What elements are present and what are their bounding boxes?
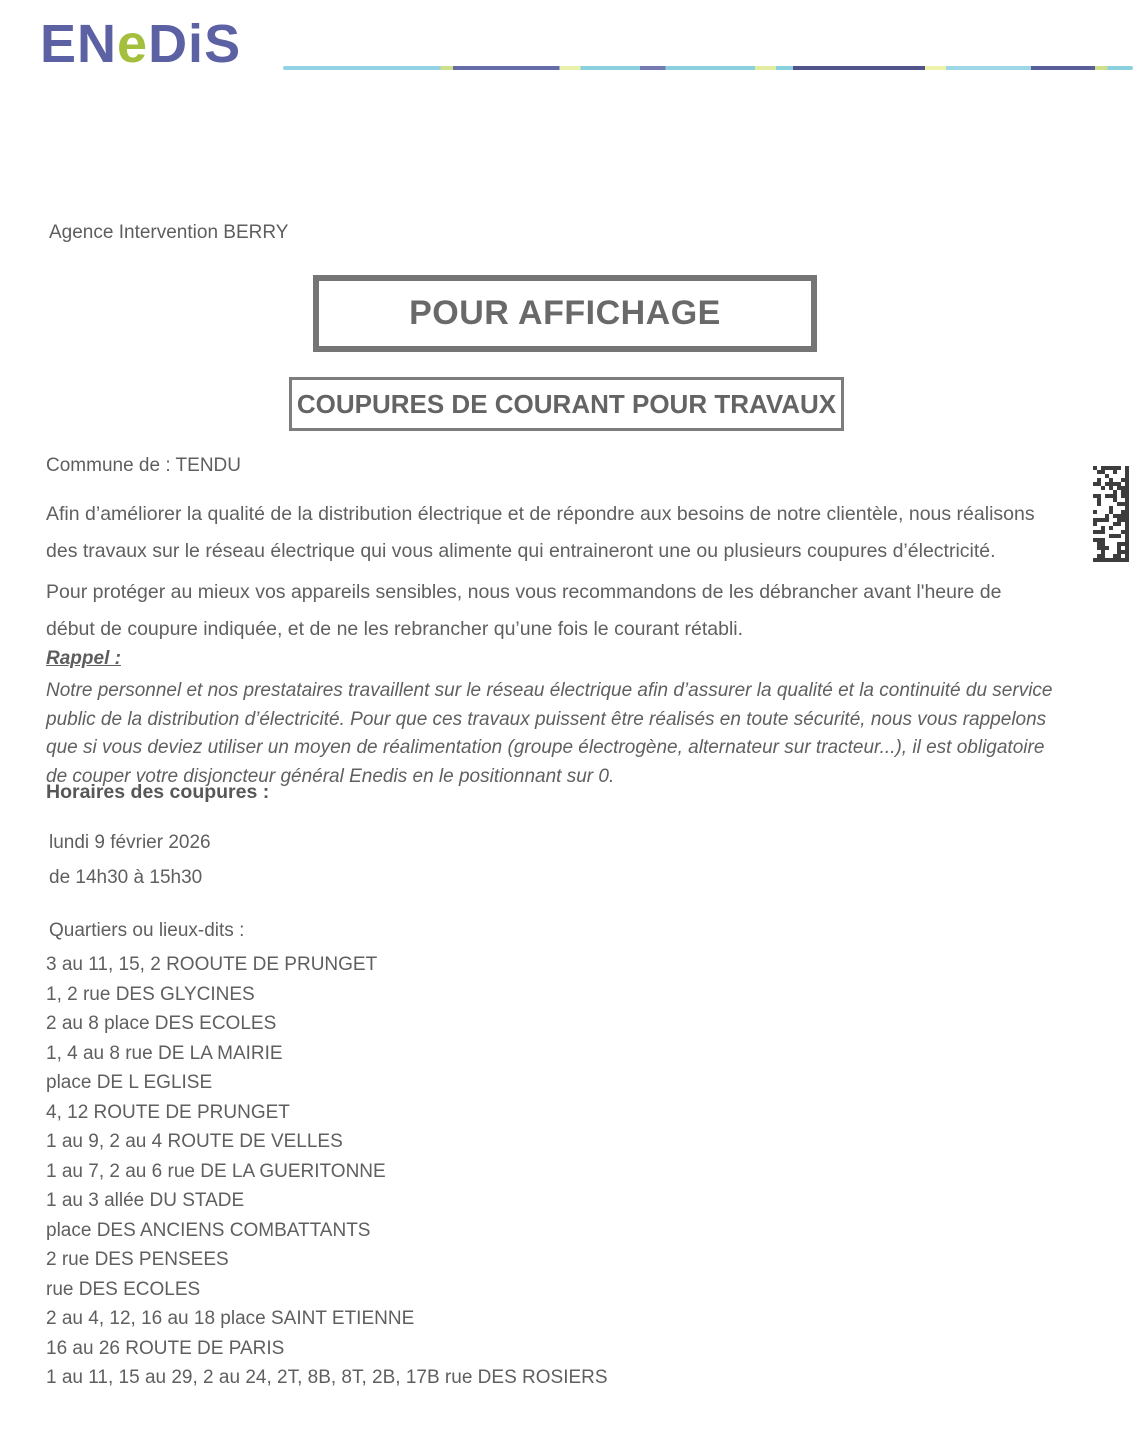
outage-date: lundi 9 février 2026 — [49, 832, 211, 853]
street-item: place DE L EGLISE — [46, 1072, 213, 1093]
street-item: 1 au 9, 2 au 4 ROUTE DE VELLES — [46, 1131, 343, 1152]
commune-line: Commune de : TENDU — [46, 455, 241, 476]
advice-paragraph: Pour protéger au mieux vos appareils sensibles, nous vous recommandons de les débrancher avant l'heure de début de coupure indiquée, et de ne les rebrancher qu’une fois le courant rétabli. — [46, 581, 1002, 640]
street-item: 1 au 11, 15 au 29, 2 au 24, 2T, 8B, 8T, 2B, 17B rue DES ROSIERS — [46, 1367, 608, 1388]
rappel-label: Rappel : — [46, 648, 121, 669]
logo-text-left: EN — [40, 14, 118, 74]
decorative-multicolor-line — [283, 66, 1133, 70]
street-item: 1 au 7, 2 au 6 rue DE LA GUERITONNE — [46, 1160, 386, 1182]
agency-name: Agence Intervention BERRY — [49, 222, 289, 243]
street-item: 1 au 3 allée DU STADE — [46, 1190, 245, 1211]
street-item: place DES ANCIENS COMBATTANTS — [46, 1219, 371, 1241]
street-item: 4, 12 ROUTE DE PRUNGET — [46, 1101, 290, 1123]
logo-accent-letter: e — [117, 14, 149, 74]
street-item: 1, 2 rue DES GLYCINES — [46, 983, 255, 1005]
street-item: 2 rue DES PENSEES — [46, 1249, 229, 1270]
outage-time: de 14h30 à 15h30 — [49, 867, 203, 888]
quartiers-label: Quartiers ou lieux-dits : — [49, 920, 245, 941]
street-item: rue DES ECOLES — [46, 1278, 201, 1300]
streets-list — [46, 950, 608, 1393]
street-item: 3 au 11, 15, 2 ROOUTE DE PRUNGET — [46, 954, 378, 975]
street-item: 16 au 26 ROUTE DE PARIS — [46, 1337, 285, 1359]
logo-text-right: DiS — [148, 14, 242, 74]
pour-affichage-banner: POUR AFFICHAGE — [313, 275, 817, 352]
coupures-banner: COUPURES DE COURANT POUR TRAVAUX — [289, 377, 844, 431]
street-item: 2 au 8 place DES ECOLES — [46, 1013, 277, 1034]
datamatrix-barcode — [1093, 466, 1129, 562]
street-item: 2 au 4, 12, 16 au 18 place SAINT ETIENNE — [46, 1308, 415, 1329]
intro-paragraph: Afin d’améliorer la qualité de la distribution électrique et de répondre aux besoins de notre clientèle, nous réalisons des travaux sur le réseau électrique qui vous alimente qui entraineront une ou plusieurs coupures d’électricité. — [46, 503, 1035, 562]
street-item: 1, 4 au 8 rue DE LA MAIRIE — [46, 1042, 283, 1064]
rappel-paragraph: Notre personnel et nos prestataires travaillent sur le réseau électrique afin d’assurer la qualité et la continuité du service public de la distribution d’électricité. Pour que ces travaux puissent être réalisés en toute sécurité, nous vous rappelons que si vous deviez utiliser un moyen de réalimentation (groupe électrogène, alternateur sur tracteur...), il est obligatoire de couper votre disjoncteur général Enedis en le positionnant sur 0. — [46, 680, 1053, 788]
enedis-logo — [40, 14, 241, 74]
horaires-label: Horaires des coupures : — [46, 781, 270, 803]
